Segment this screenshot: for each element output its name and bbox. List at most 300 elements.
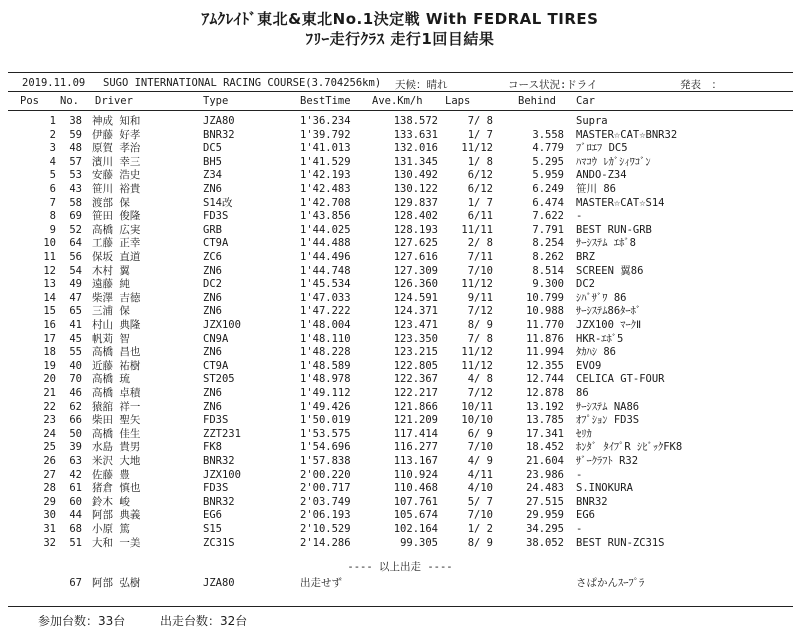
row-driver: 高橋 佳生 xyxy=(92,427,141,440)
row-pos: 15 xyxy=(43,305,56,318)
row-driver: 村山 典隆 xyxy=(92,319,141,331)
row-pos: 5 xyxy=(49,169,56,182)
row-car: BEST RUN-ZC31S xyxy=(576,536,665,549)
row-no: 65 xyxy=(69,305,82,318)
row-pos: 30 xyxy=(43,509,56,522)
row-type: FD3S xyxy=(203,210,229,223)
col-driver: Driver xyxy=(95,95,133,107)
row-car: - xyxy=(576,468,583,481)
table-row xyxy=(0,183,800,195)
table-row xyxy=(0,333,800,345)
row-no: 43 xyxy=(69,183,82,195)
row-driver: 阿部 典義 xyxy=(92,509,141,522)
row-car: CELICA GT-FOUR xyxy=(576,373,665,386)
row-no: 54 xyxy=(69,264,82,277)
row-behind: 9.300 xyxy=(532,278,564,291)
row-driver: 笹田 俊隆 xyxy=(92,210,141,223)
row-pos: 19 xyxy=(43,359,56,372)
row-laps: 7/10 xyxy=(467,264,493,277)
row-type: CT9A xyxy=(203,237,229,250)
row-ave-speed: 102.164 xyxy=(393,523,438,535)
track-condition: コース状況:ドライ xyxy=(508,79,598,91)
row-besttime: 1'36.234 xyxy=(300,115,351,127)
row-laps: 7/ 8 xyxy=(467,332,493,345)
table-row xyxy=(0,319,800,331)
row-ave-speed: 117.414 xyxy=(393,427,438,440)
row-type: CT9A xyxy=(203,359,229,372)
row-laps: 1/ 7 xyxy=(467,196,493,209)
row-no: 69 xyxy=(69,210,82,223)
row-pos: 3 xyxy=(49,142,56,155)
row-behind: 5.295 xyxy=(532,155,564,168)
row-ave-speed: 121.866 xyxy=(393,400,438,413)
row-no: 70 xyxy=(69,373,82,386)
row-laps: 11/12 xyxy=(461,346,493,359)
row-ave-speed: 128.402 xyxy=(393,210,438,223)
col-pos: Pos xyxy=(20,95,39,107)
row-laps: 4/ 8 xyxy=(467,373,493,386)
row-laps: 9/11 xyxy=(467,291,493,304)
col-behind: Behind xyxy=(518,95,556,107)
row-behind: 38.052 xyxy=(526,536,564,549)
row-no: 40 xyxy=(69,359,82,372)
row-besttime: 1'44.488 xyxy=(300,237,351,250)
row-besttime: 1'49.426 xyxy=(300,400,351,413)
row-no: 51 xyxy=(69,536,82,549)
row-laps: 2/ 8 xyxy=(467,237,493,250)
row-car: ﾎﾝﾀﾞ ﾀｲﾌﾟR ｼﾋﾞｯｸFK8 xyxy=(576,441,683,454)
row-driver: 高橋 広実 xyxy=(92,223,141,236)
row-pos: 20 xyxy=(43,373,56,386)
row-no: 45 xyxy=(69,332,82,345)
row-behind: 6.249 xyxy=(532,183,564,195)
row-type: ST205 xyxy=(203,373,235,386)
row-laps: 6/ 9 xyxy=(467,427,493,440)
row-type: ZN6 xyxy=(203,183,222,195)
row-type: BH5 xyxy=(203,155,222,168)
row-pos: 28 xyxy=(43,482,56,495)
row-laps: 7/ 8 xyxy=(467,115,493,127)
row-car: ﾌﾞﾛｴﾌ DC5 xyxy=(576,142,628,155)
row-besttime: 1'49.112 xyxy=(300,387,351,399)
row-behind: 11.770 xyxy=(526,319,564,331)
row-pos: 6 xyxy=(49,183,56,195)
row-besttime: 1'41.013 xyxy=(300,142,351,155)
row-no: 64 xyxy=(69,237,82,250)
row-pos: 21 xyxy=(43,387,56,399)
row-behind: 3.558 xyxy=(532,128,564,141)
row-pos: 22 xyxy=(43,400,56,413)
row-car: ｻｰｼｽﾃﾑ NA86 xyxy=(576,400,640,413)
row-laps: 1/ 2 xyxy=(467,523,493,535)
row-type: ZC6 xyxy=(203,251,222,263)
row-driver: 保坂 直道 xyxy=(92,251,141,263)
dns-status: 出走せず xyxy=(300,577,342,589)
row-behind: 24.483 xyxy=(526,482,564,495)
row-behind: 12.355 xyxy=(526,359,564,372)
row-ave-speed: 107.761 xyxy=(393,495,438,508)
row-car: ｵﾌﾟｼｮﾝ FD3S xyxy=(576,414,640,427)
row-ave-speed: 127.616 xyxy=(393,251,438,263)
row-besttime: 1'48.110 xyxy=(300,332,351,345)
row-laps: 4/ 9 xyxy=(467,455,493,467)
row-car: SCREEN 翼86 xyxy=(576,264,644,277)
row-car: 86 xyxy=(576,387,589,399)
row-ave-speed: 131.345 xyxy=(393,155,438,168)
row-ave-speed: 123.471 xyxy=(393,319,438,331)
row-no: 61 xyxy=(69,482,82,495)
row-ave-speed: 99.305 xyxy=(400,536,438,549)
col-laps: Laps xyxy=(445,95,471,107)
row-ave-speed: 133.631 xyxy=(393,128,438,141)
row-pos: 32 xyxy=(43,536,56,549)
row-type: JZX100 xyxy=(203,468,241,481)
row-driver: 水島 貴男 xyxy=(92,441,141,454)
row-driver: 遠藤 純 xyxy=(92,278,130,291)
dns-no: 67 xyxy=(69,577,82,589)
row-driver: 高橋 昌也 xyxy=(92,346,141,359)
row-driver: 小原 篤 xyxy=(92,523,130,535)
table-row xyxy=(0,129,800,141)
table-row xyxy=(0,210,800,222)
row-car: 笹川 86 xyxy=(576,183,616,195)
row-ave-speed: 116.277 xyxy=(393,441,438,454)
row-besttime: 1'45.534 xyxy=(300,278,351,291)
row-type: JZX100 xyxy=(203,319,241,331)
row-ave-speed: 124.371 xyxy=(393,305,438,318)
row-driver: 原賀 孝治 xyxy=(92,142,141,155)
row-behind: 29.959 xyxy=(526,509,564,522)
row-laps: 6/11 xyxy=(467,210,493,223)
row-behind: 5.959 xyxy=(532,169,564,182)
dns-driver: 阿部 弘樹 xyxy=(92,577,141,589)
row-laps: 1/ 7 xyxy=(467,128,493,141)
row-ave-speed: 105.674 xyxy=(393,509,438,522)
row-besttime: 1'41.529 xyxy=(300,155,351,168)
row-laps: 11/12 xyxy=(461,359,493,372)
row-type: ZN6 xyxy=(203,346,222,359)
row-type: FD3S xyxy=(203,414,229,427)
table-row xyxy=(0,265,800,277)
row-laps: 5/ 7 xyxy=(467,495,493,508)
row-pos: 16 xyxy=(43,319,56,331)
col-besttime: BestTime xyxy=(300,95,351,107)
table-row xyxy=(0,156,800,168)
row-no: 56 xyxy=(69,251,82,263)
row-type: DC2 xyxy=(203,278,222,291)
row-ave-speed: 132.016 xyxy=(393,142,438,155)
table-row xyxy=(0,346,800,358)
row-besttime: 2'06.193 xyxy=(300,509,351,522)
row-pos: 7 xyxy=(49,196,56,209)
col-no: No. xyxy=(60,95,79,107)
row-car: EVO9 xyxy=(576,359,602,372)
row-besttime: 1'50.019 xyxy=(300,414,351,427)
row-laps: 7/12 xyxy=(467,305,493,318)
table-row xyxy=(0,414,800,426)
header-rule-bottom xyxy=(8,110,793,111)
row-laps: 8/ 9 xyxy=(467,319,493,331)
table-row xyxy=(0,305,800,317)
row-type: FD3S xyxy=(203,482,229,495)
row-behind: 11.994 xyxy=(526,346,564,359)
row-type: ZN6 xyxy=(203,387,222,399)
row-no: 44 xyxy=(69,509,82,522)
row-besttime: 1'48.589 xyxy=(300,359,351,372)
row-no: 57 xyxy=(69,155,82,168)
row-no: 66 xyxy=(69,414,82,427)
row-behind: 18.452 xyxy=(526,441,564,454)
row-laps: 7/11 xyxy=(467,251,493,263)
row-laps: 7/12 xyxy=(467,387,493,399)
row-ave-speed: 129.837 xyxy=(393,196,438,209)
row-behind: 7.791 xyxy=(532,223,564,236)
row-driver: 工藤 正幸 xyxy=(92,237,141,250)
row-besttime: 1'47.033 xyxy=(300,291,351,304)
row-ave-speed: 121.209 xyxy=(393,414,438,427)
row-pos: 14 xyxy=(43,291,56,304)
row-ave-speed: 123.350 xyxy=(393,332,438,345)
row-ave-speed: 127.625 xyxy=(393,237,438,250)
row-driver: 柴澤 吉徳 xyxy=(92,291,141,304)
table-row xyxy=(0,251,800,263)
row-besttime: 2'00.220 xyxy=(300,468,351,481)
row-type: GRB xyxy=(203,223,222,236)
row-no: 46 xyxy=(69,387,82,399)
table-row xyxy=(0,469,800,481)
row-no: 42 xyxy=(69,468,82,481)
row-ave-speed: 124.591 xyxy=(393,291,438,304)
row-ave-speed: 110.468 xyxy=(393,482,438,495)
row-car: BNR32 xyxy=(576,495,608,508)
row-driver: 大和 一美 xyxy=(92,536,141,549)
row-pos: 25 xyxy=(43,441,56,454)
starters-count: 出走台数：32台 xyxy=(160,614,248,628)
row-car: S.INOKURA xyxy=(576,482,633,495)
row-pos: 4 xyxy=(49,155,56,168)
table-row xyxy=(0,401,800,413)
col-ave: Ave.Km/h xyxy=(372,95,423,107)
document-subtitle: ﾌﾘｰ走行ｸﾗｽ 走行1回目結果 xyxy=(305,30,495,48)
table-row xyxy=(0,496,800,508)
row-pos: 10 xyxy=(43,237,56,250)
row-driver: 笹川 裕貴 xyxy=(92,183,141,195)
row-driver: 佐藤 豊 xyxy=(92,468,130,481)
row-besttime: 1'44.748 xyxy=(300,264,351,277)
row-laps: 10/10 xyxy=(461,414,493,427)
row-ave-speed: 126.360 xyxy=(393,278,438,291)
event-date: 2019.11.09 xyxy=(22,77,86,89)
row-pos: 2 xyxy=(49,128,56,141)
row-besttime: 1'48.228 xyxy=(300,346,351,359)
row-car: ﾊﾏｺｳ ﾚｶﾞｼｨﾜｺﾞﾝ xyxy=(576,155,651,168)
table-row xyxy=(0,278,800,290)
row-type: CN9A xyxy=(203,332,229,345)
course-name: SUGO INTERNATIONAL RACING COURSE(3.704256km) xyxy=(103,77,382,89)
row-type: JZA80 xyxy=(203,115,235,127)
row-type: ZC31S xyxy=(203,536,235,549)
row-pos: 9 xyxy=(49,223,56,236)
row-behind: 12.744 xyxy=(526,373,564,386)
row-no: 38 xyxy=(69,115,82,127)
row-besttime: 2'10.529 xyxy=(300,523,351,535)
row-laps: 7/10 xyxy=(467,509,493,522)
row-driver: 猿舘 祥一 xyxy=(92,400,141,413)
dns-car: さぱかんｽｰﾌﾟﾗ xyxy=(576,577,645,589)
row-behind: 17.341 xyxy=(526,427,564,440)
row-ave-speed: 127.309 xyxy=(393,264,438,277)
row-pos: 26 xyxy=(43,455,56,467)
entries-count: 参加台数：33台 xyxy=(38,614,126,628)
row-car: ANDO-Z34 xyxy=(576,169,627,182)
row-behind: 6.474 xyxy=(532,196,564,209)
row-behind: 34.295 xyxy=(526,523,564,535)
row-type: BNR32 xyxy=(203,455,235,467)
row-besttime: 1'39.792 xyxy=(300,128,351,141)
row-ave-speed: 123.215 xyxy=(393,346,438,359)
row-behind: 11.876 xyxy=(526,332,564,345)
table-row xyxy=(0,197,800,209)
row-pos: 23 xyxy=(43,414,56,427)
row-car: Supra xyxy=(576,115,608,127)
row-no: 62 xyxy=(69,400,82,413)
row-ave-speed: 122.367 xyxy=(393,373,438,386)
row-ave-speed: 128.193 xyxy=(393,223,438,236)
row-laps: 11/11 xyxy=(461,223,493,236)
row-ave-speed: 122.805 xyxy=(393,359,438,372)
row-car: MASTER☆CAT☆BNR32 xyxy=(576,128,678,141)
row-behind: 13.785 xyxy=(526,414,564,427)
row-laps: 6/12 xyxy=(467,183,493,195)
row-pos: 1 xyxy=(49,115,56,127)
row-type: S15 xyxy=(203,523,222,535)
col-car: Car xyxy=(576,95,595,107)
row-driver: 安藤 浩史 xyxy=(92,169,141,182)
table-row xyxy=(0,387,800,399)
row-behind: 23.986 xyxy=(526,468,564,481)
table-row xyxy=(0,441,800,453)
table-row xyxy=(0,428,800,440)
row-driver: 三浦 保 xyxy=(92,305,130,318)
row-driver: 高橋 琉 xyxy=(92,373,130,386)
document-title: ｱﾑｸﾚｲﾄﾞ東北&東北No.1決定戦 With FEDRAL TIRES xyxy=(201,10,599,28)
row-type: ZZT231 xyxy=(203,427,241,440)
row-no: 58 xyxy=(69,196,82,209)
row-type: ZN6 xyxy=(203,264,222,277)
row-no: 48 xyxy=(69,142,82,155)
table-row xyxy=(0,292,800,304)
row-driver: 高橋 卓積 xyxy=(92,387,141,399)
row-besttime: 2'03.749 xyxy=(300,495,351,508)
row-car: ｼﾊﾞｻﾞﾜ 86 xyxy=(576,291,627,304)
row-car: MASTER☆CAT☆S14 xyxy=(576,196,665,209)
row-pos: 8 xyxy=(49,210,56,223)
row-laps: 11/12 xyxy=(461,142,493,155)
row-ave-speed: 122.217 xyxy=(393,387,438,399)
row-besttime: 2'14.286 xyxy=(300,536,351,549)
header-rule-mid xyxy=(8,91,793,92)
row-behind: 4.779 xyxy=(532,142,564,155)
row-type: BNR32 xyxy=(203,128,235,141)
row-besttime: 1'54.696 xyxy=(300,441,351,454)
row-car: BEST RUN-GRB xyxy=(576,223,652,236)
row-driver: 米沢 大地 xyxy=(92,455,141,467)
row-type: Z34 xyxy=(203,169,222,182)
row-pos: 18 xyxy=(43,346,56,359)
row-driver: 帆苅 智 xyxy=(92,332,130,345)
row-driver: 近藤 祐樹 xyxy=(92,359,141,372)
table-row xyxy=(0,142,800,154)
row-pos: 13 xyxy=(43,278,56,291)
row-type: BNR32 xyxy=(203,495,235,508)
row-behind: 10.799 xyxy=(526,291,564,304)
row-behind: 8.514 xyxy=(532,264,564,277)
end-of-starters-mark: ---- 以上出走 ---- xyxy=(347,561,453,573)
row-besttime: 2'00.717 xyxy=(300,482,351,495)
table-row xyxy=(0,482,800,494)
row-car: JZX100 ﾏｰｸⅡ xyxy=(576,319,642,331)
row-laps: 8/ 9 xyxy=(467,536,493,549)
row-type: ZN6 xyxy=(203,291,222,304)
row-no: 68 xyxy=(69,523,82,535)
row-besttime: 1'47.222 xyxy=(300,305,351,318)
table-row xyxy=(0,523,800,535)
row-driver: 柴田 聖矢 xyxy=(92,414,141,427)
row-type: ZN6 xyxy=(203,305,222,318)
row-laps: 7/10 xyxy=(467,441,493,454)
row-car: DC2 xyxy=(576,278,595,291)
table-row xyxy=(0,360,800,372)
row-pos: 17 xyxy=(43,332,56,345)
footer-rule xyxy=(8,606,793,607)
row-besttime: 1'42.708 xyxy=(300,196,351,209)
dns-type: JZA80 xyxy=(203,577,235,589)
row-behind: 8.262 xyxy=(532,251,564,263)
row-no: 60 xyxy=(69,495,82,508)
row-besttime: 1'44.496 xyxy=(300,251,351,263)
row-laps: 4/11 xyxy=(467,468,493,481)
table-row xyxy=(0,373,800,385)
row-car: - xyxy=(576,210,583,223)
row-no: 50 xyxy=(69,427,82,440)
row-ave-speed: 110.924 xyxy=(393,468,438,481)
row-no: 47 xyxy=(69,291,82,304)
row-no: 52 xyxy=(69,223,82,236)
row-besttime: 1'42.483 xyxy=(300,183,351,195)
row-type: DC5 xyxy=(203,142,222,155)
row-laps: 11/12 xyxy=(461,278,493,291)
row-ave-speed: 130.492 xyxy=(393,169,438,182)
row-no: 63 xyxy=(69,455,82,467)
table-row xyxy=(0,237,800,249)
row-type: EG6 xyxy=(203,509,222,522)
row-behind: 27.515 xyxy=(526,495,564,508)
row-behind: 12.878 xyxy=(526,387,564,399)
row-pos: 12 xyxy=(43,264,56,277)
row-ave-speed: 130.122 xyxy=(393,183,438,195)
row-besttime: 1'44.025 xyxy=(300,223,351,236)
row-driver: 猪倉 慎也 xyxy=(92,482,141,495)
table-row xyxy=(0,169,800,181)
row-type: S14改 xyxy=(203,196,233,209)
row-driver: 木村 翼 xyxy=(92,264,130,277)
row-laps: 4/10 xyxy=(467,482,493,495)
row-ave-speed: 138.572 xyxy=(393,115,438,127)
row-laps: 6/12 xyxy=(467,169,493,182)
table-row xyxy=(0,509,800,521)
row-car: ｾﾘｶ xyxy=(576,427,592,440)
row-car: ｻﾞｰｸﾗﾌﾄ R32 xyxy=(576,455,639,467)
